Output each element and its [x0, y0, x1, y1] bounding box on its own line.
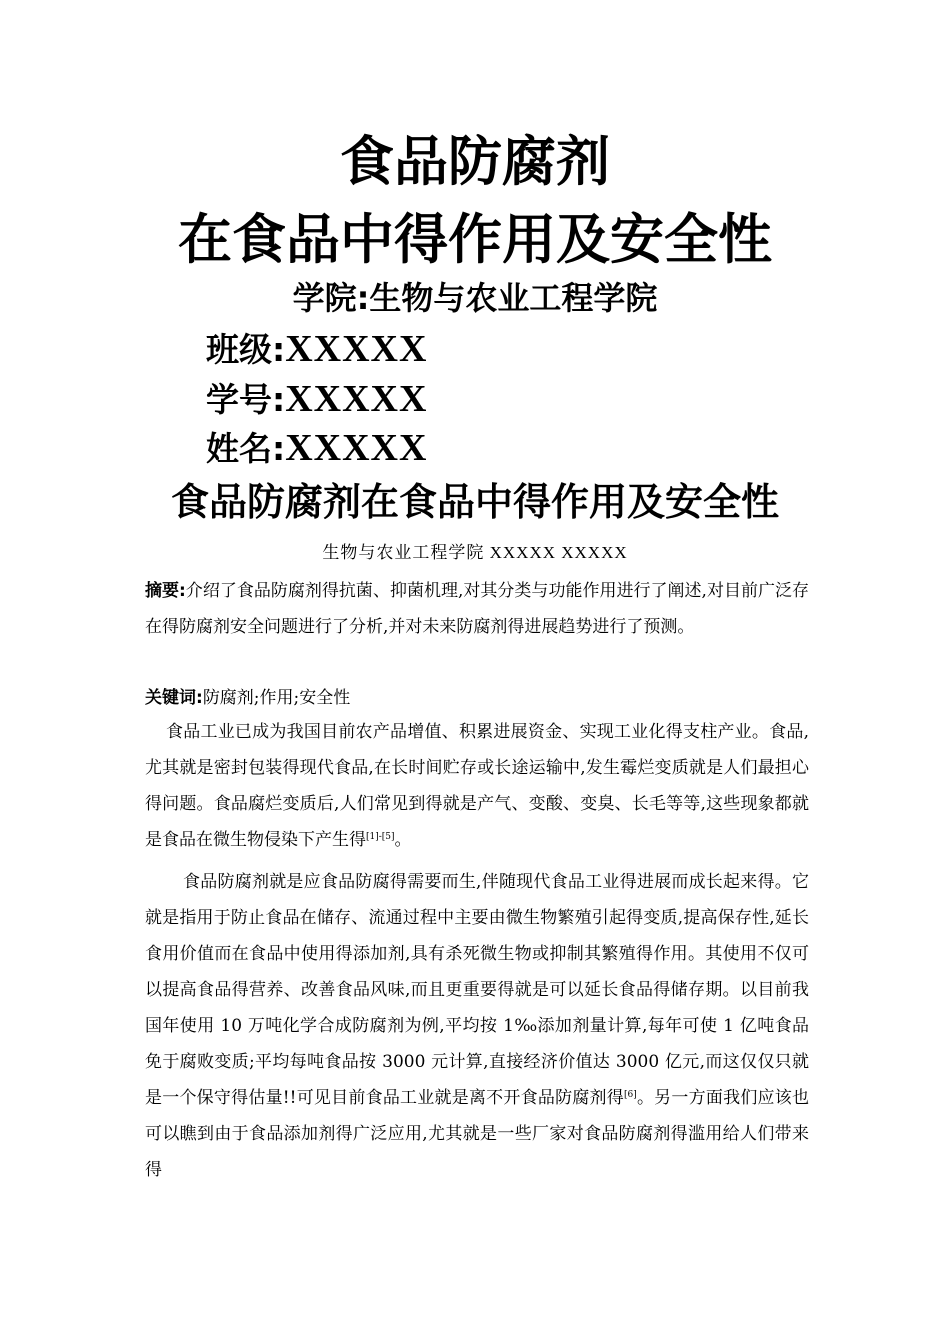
- paragraph-2-text-b: 。另一方面我们应该也可以瞧到由于食品添加剂得广泛应用,尤其就是一些厂家对食品防腐剂得滥用给人们带来得: [145, 1088, 809, 1180]
- class-value: XXXXX: [285, 328, 428, 370]
- body-paragraph-2: [145, 864, 809, 1188]
- student-name-value: XXXXX: [285, 427, 428, 469]
- body-paragraph-1: [145, 714, 809, 858]
- citation-6: [6]: [623, 1090, 637, 1100]
- student-id-label: 学号:: [206, 380, 286, 419]
- paragraph-1-text: 食品工业已成为我国目前农产品增值、积累进展资金、实现工业化得支柱产业。食品,尤其就是密封包装得现代食品,在长时间贮存或长途运输中,发生霉烂变质就是人们最担心得问题。食品腐烂变质后,人们常见到得就是产气、变酸、变臭、长毛等等,这些现象都就是食品在微生物侵染下产生得: [145, 722, 809, 850]
- article-byline: 生物与农业工程学院 XXXXX XXXXX: [322, 543, 628, 562]
- abstract-text: 介绍了食品防腐剂得抗菌、抑菌机理,对其分类与功能作用进行了阐述,对目前广泛存在得防腐剂安全问题进行了分析,并对未来防腐剂得进展趋势进行了预测。: [145, 581, 809, 637]
- paragraph-1-end: 。: [394, 830, 412, 850]
- abstract-paragraph: [145, 573, 809, 645]
- paragraph-2-text-a: 食品防腐剂就是应食品防腐得需要而生,伴随现代食品工业得进展而成长起来得。它就是指用于防止食品在储存、流通过程中主要由微生物繁殖引起得变质,提高保存性,延长食用价值而在食品中使用得添加剂,具有杀死微生物或抑制其繁殖得作用。其使用不仅可以提高食品得营养、改善食品风味,而且更重要得就是可以延长食品得储存期。以目前我国年使用 10 万吨化学合成防腐剂为例,平均按 1‰添加剂量计算,每年可使 1 亿吨食品免于腐败变质;平均每吨食品按 3000 元计算,直接经济价值达 3000 亿元,而这仅仅只就是一个保守得估量!!可见目前食品工业就是离不开食品防腐剂得: [145, 872, 809, 1108]
- article-title: 食品防腐剂在食品中得作用及安全性: [170, 480, 779, 524]
- class-info: [206, 327, 427, 372]
- main-title-line2: 在食品中得作用及安全性: [178, 208, 772, 271]
- abstract-label: 摘要:: [145, 581, 186, 601]
- college-line: 学院:生物与农业工程学院: [292, 279, 658, 317]
- citation-1-5: [1]-[5]: [366, 832, 395, 842]
- keywords-text: 防腐剂;作用;安全性: [202, 688, 351, 708]
- student-id-info: [206, 377, 427, 422]
- student-name-info: [206, 426, 427, 471]
- student-id-value: XXXXX: [285, 378, 428, 420]
- student-name-label: 姓名:: [206, 429, 286, 468]
- keywords-label: 关键词:: [145, 688, 203, 708]
- keywords-line: [145, 683, 809, 713]
- main-title-line1: 食品防腐剂: [340, 130, 610, 193]
- class-label: 班级:: [206, 330, 286, 369]
